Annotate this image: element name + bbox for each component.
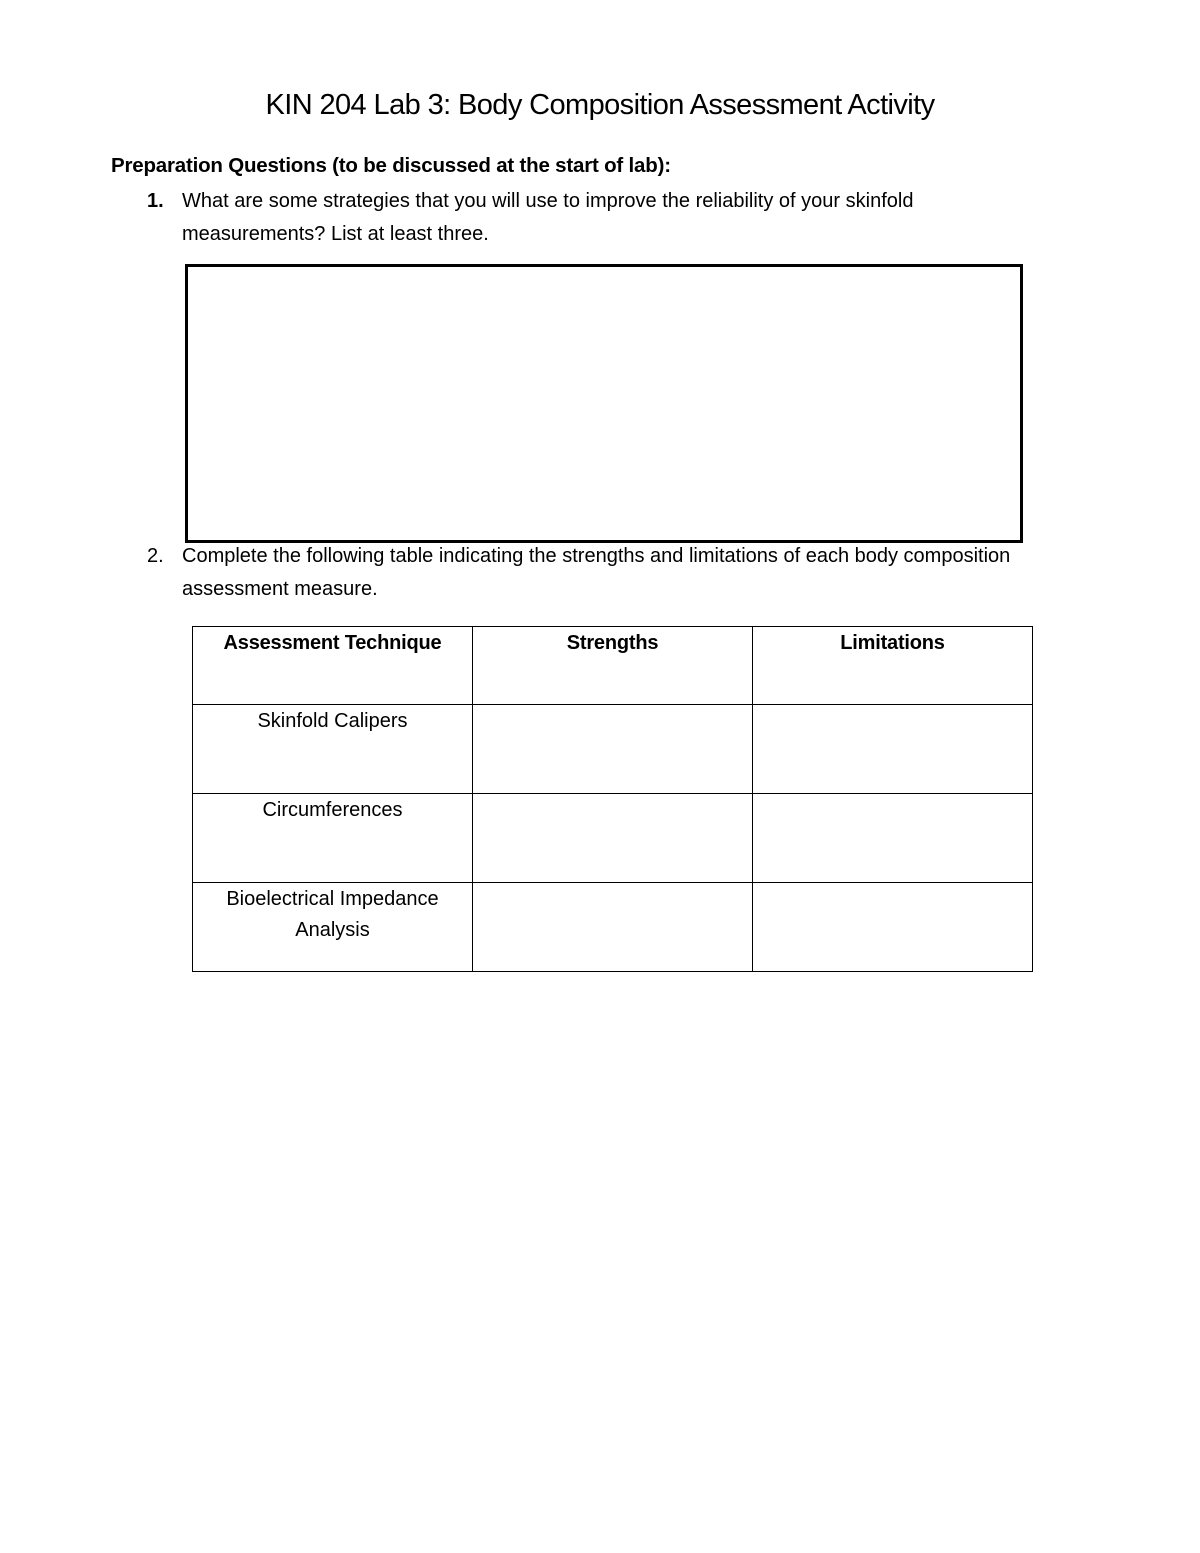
header-strengths: Strengths <box>473 627 753 705</box>
limitations-cell[interactable] <box>753 794 1033 883</box>
header-limitations: Limitations <box>753 627 1033 705</box>
technique-cell <box>193 883 473 972</box>
strengths-cell[interactable] <box>473 794 753 883</box>
strengths-cell[interactable] <box>473 705 753 794</box>
section-heading: Preparation Questions (to be discussed at the start of lab): <box>111 154 671 177</box>
technique-name: Skinfold Calipers <box>257 710 408 732</box>
header-assessment-technique: Assessment Technique <box>193 627 473 705</box>
question-2-line-1: Complete the following table indicating the strengths and limitations of each body composition <box>182 545 1011 567</box>
question-2-text <box>182 540 1010 606</box>
table-row <box>193 794 1033 883</box>
technique-name-line-1: Bioelectrical Impedance <box>226 888 439 910</box>
strengths-cell[interactable] <box>473 883 753 972</box>
technique-cell <box>193 794 473 883</box>
question-1-line-2: measurements? List at least three. <box>182 223 489 245</box>
question-1-answer-box[interactable] <box>185 264 1023 543</box>
limitations-cell[interactable] <box>753 705 1033 794</box>
limitations-cell[interactable] <box>753 883 1033 972</box>
question-2-number: 2. <box>147 545 164 567</box>
question-1-text <box>182 185 913 251</box>
table-row <box>193 705 1033 794</box>
page-title: KIN 204 Lab 3: Body Composition Assessment Activity <box>265 89 935 121</box>
table-row <box>193 883 1033 972</box>
table-header-row <box>193 627 1033 705</box>
question-1-line-1: What are some strategies that you will use to improve the reliability of your skinfold <box>182 190 914 212</box>
technique-name: Circumferences <box>262 799 403 821</box>
question-1-number: 1. <box>147 190 164 212</box>
technique-name-line-2: Analysis <box>295 919 370 941</box>
assessment-table <box>192 626 1033 972</box>
question-2-line-2: assessment measure. <box>182 578 378 600</box>
technique-cell <box>193 705 473 794</box>
